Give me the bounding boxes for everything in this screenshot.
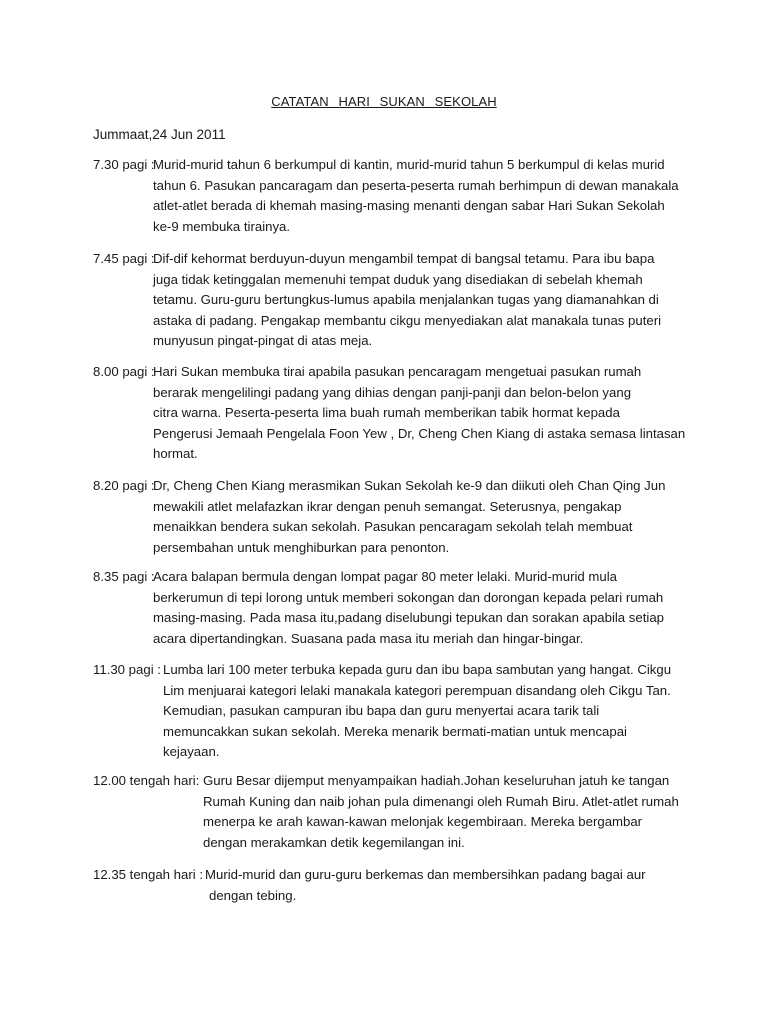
schedule-entry <box>93 362 685 465</box>
entry-line: Dif-dif kehormat berduyun-duyun mengambil tempat di bangsal tetamu. Para ibu bapa <box>153 251 655 266</box>
entry-line: hormat. <box>153 446 198 462</box>
entry-line: memuncakkan sukan sekolah. Mereka menarik bermati-matian untuk mencapai <box>163 723 627 739</box>
entry-time: 12.35 tengah hari : <box>93 867 203 882</box>
entry-line: menerpa ke arah kawan-kawan melonjak kegembiraan. Mereka bergambar <box>203 814 643 830</box>
entry-line: persembahan untuk menghiburkan para penonton. <box>153 539 450 555</box>
entry-line: dengan tebing. <box>209 887 297 903</box>
entry-time: 8.00 pagi : <box>93 364 155 379</box>
document-date: Jummaat,24 Jun 2011 <box>93 127 226 142</box>
entry-line: ke-9 membuka tirainya. <box>153 218 291 234</box>
entry-line: acara dipertandingkan. Suasana pada masa itu meriah dan hingar-bingar. <box>153 630 584 646</box>
entry-line: Murid-murid dan guru-guru berkemas dan membersihkan padang bagai aur <box>205 867 646 882</box>
entry-time: 11.30 pagi : <box>93 662 161 677</box>
entry-line: berkerumun di tepi lorong untuk memberi sokongan dan dorongan kepada pelari rumah <box>153 589 664 605</box>
entry-line: atlet-atlet berada di khemah masing-masing menanti dengan sabar Hari Sukan Sekolah <box>153 198 665 214</box>
entry-time: 7.45 pagi : <box>93 251 155 266</box>
entry-line: juga tidak ketinggalan memenuhi tempat duduk yang disediakan di sebelah khemah <box>153 271 643 287</box>
schedule-entry <box>93 249 661 352</box>
entry-line: Acara balapan bermula dengan lompat pagar 80 meter lelaki. Murid-murid mula <box>153 569 618 584</box>
entry-line: Kemudian, pasukan campuran ibu bapa dan guru menyertai acara tarik tali <box>163 703 600 719</box>
entry-line: astaka di padang. Pengakap membantu cikgu menyediakan alat manakala tunas puteri <box>153 312 662 328</box>
entry-line: tahun 6. Pasukan pancaragam dan peserta-peserta rumah berhimpun di dewan manakala <box>153 177 679 193</box>
entry-line: Guru Besar dijemput menyampaikan hadiah.Johan keseluruhan jatuh ke tangan <box>203 773 670 788</box>
schedule-entry <box>93 567 664 649</box>
entry-line: Hari Sukan membuka tirai apabila pasukan pencaragam mengetuai pasukan rumah <box>153 364 642 379</box>
entry-line: Lim menjuarai kategori lelaki manakala kategori perempuan disandang oleh Cikgu Tan. <box>163 682 671 698</box>
entry-time: 7.30 pagi : <box>93 157 155 172</box>
schedule-entry <box>93 155 679 237</box>
entry-line: Dr, Cheng Chen Kiang merasmikan Sukan Sekolah ke-9 dan diikuti oleh Chan Qing Jun <box>153 478 666 493</box>
entry-line: berarak mengelilingi padang yang dihias dengan panji-panji dan belon-belon yang <box>153 384 632 400</box>
entry-line: Murid-murid tahun 6 berkumpul di kantin, murid-murid tahun 5 berkumpul di kelas murid <box>153 157 665 172</box>
entry-line: dengan merakamkan detik kegemilangan ini. <box>203 834 465 850</box>
schedule-entry <box>93 660 671 763</box>
page-title: CATATAN HARI SUKAN SEKOLAH <box>271 94 497 109</box>
entry-line: citra warna. Peserta-peserta lima buah rumah memberikan tabik hormat kepada <box>153 405 620 421</box>
entry-line: Lumba lari 100 meter terbuka kepada guru dan ibu bapa sambutan yang hangat. Cikgu <box>163 662 672 677</box>
entry-line: mewakili atlet melafazkan ikrar dengan penuh semangat. Seterusnya, pengakap <box>153 498 622 514</box>
entry-line: tetamu. Guru-guru bertungkus-lumus apabila menjalankan tugas yang diamanahkan di <box>153 292 659 308</box>
entry-line: masing-masing. Pada masa itu,padang diselubungi tepukan dan sorakan apabila setiap <box>153 610 664 626</box>
entry-line: kejayaan. <box>163 744 220 760</box>
schedule-entry <box>93 476 665 558</box>
entry-line: munyusun pingat-pingat di atas meja. <box>153 333 373 349</box>
entry-time: 12.00 tengah hari: <box>93 773 200 788</box>
entry-line: Pengerusi Jemaah Pengelala Foon Yew , Dr, Cheng Chen Kiang di astaka semasa lintasan <box>153 425 686 441</box>
schedule-entry <box>93 865 646 906</box>
entry-line: Rumah Kuning dan naib johan pula dimenangi oleh Rumah Biru. Atlet-atlet rumah <box>203 793 679 809</box>
entry-time: 8.35 pagi : <box>93 569 155 584</box>
entry-line: menaikkan bendera sukan sekolah. Pasukan pencaragam sekolah telah membuat <box>153 519 633 535</box>
entry-time: 8.20 pagi : <box>93 478 155 493</box>
schedule-entry <box>93 771 679 853</box>
